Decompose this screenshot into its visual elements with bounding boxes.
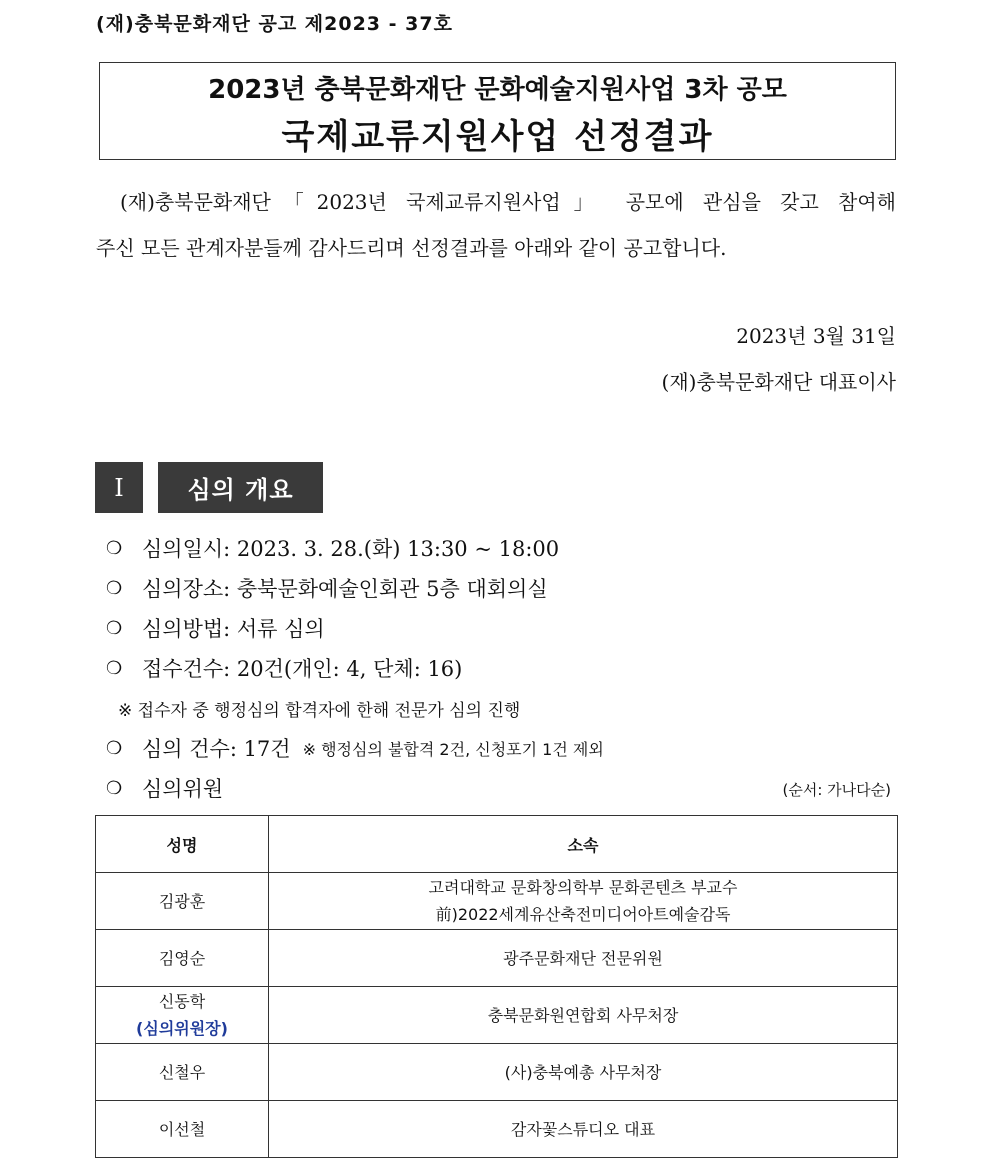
- overview-item-text: 심의일시: 2023. 3. 28.(화) 13:30 ~ 18:00: [142, 537, 560, 561]
- overview-item-applications: [106, 653, 462, 683]
- order-note: (순서: 가나다순): [782, 781, 891, 799]
- table-row: [96, 873, 898, 930]
- member-affiliation: 광주문화재단 전문위원: [269, 930, 898, 987]
- overview-item-text: 심의방법: 서류 심의: [142, 617, 325, 641]
- overview-item-review-count: [106, 733, 604, 763]
- column-header-name: 성명: [96, 816, 269, 873]
- overview-item-method: [106, 613, 325, 643]
- circle-bullet-icon: ❍: [106, 577, 123, 599]
- affiliation-line: 前)2022세계유산축전미디어아트예술감독: [435, 905, 731, 924]
- member-name: 김영순: [96, 930, 269, 987]
- issuer-signature: (재)충북문화재단 대표이사: [661, 370, 896, 394]
- section-number-badge: Ⅰ: [95, 462, 143, 513]
- circle-bullet-icon: ❍: [106, 777, 123, 799]
- member-affiliation: 감자꽃스튜디오 대표: [269, 1101, 898, 1158]
- member-affiliation: 충북문화원연합회 사무처장: [269, 987, 898, 1044]
- overview-item-place: [106, 573, 548, 603]
- intro-line-1: (재)충북문화재단「2023년 국제교류지원사업」 공모에 관심을 갖고 참여해: [120, 190, 896, 214]
- committee-label: 심의위원: [142, 777, 224, 801]
- circle-bullet-icon: ❍: [106, 737, 123, 759]
- member-name: [96, 987, 269, 1044]
- overview-item-text: 접수건수: 20건(개인: 4, 단체: 16): [142, 657, 463, 681]
- review-count-note: ※ 행정심의 불합격 2건, 신청포기 1건 제외: [302, 739, 604, 759]
- table-row: [96, 930, 898, 987]
- circle-bullet-icon: ❍: [106, 617, 123, 639]
- overview-item-committee: [106, 773, 223, 803]
- committee-table: [95, 815, 898, 1158]
- member-name-text: 신동학: [158, 992, 206, 1011]
- member-name: 신철우: [96, 1044, 269, 1101]
- column-header-affiliation: 소속: [269, 816, 898, 873]
- screening-note: ※ 접수자 중 행정심의 합격자에 한해 전문가 심의 진행: [118, 701, 521, 721]
- review-count-text: 심의 건수: 17건: [142, 737, 291, 761]
- table-row: [96, 987, 898, 1044]
- intro-line-2: 주신 모든 관계자분들께 감사드리며 선정결과를 아래와 같이 공고합니다.: [96, 236, 727, 260]
- circle-bullet-icon: ❍: [106, 537, 123, 559]
- affiliation-line: 고려대학교 문화창의학부 문화콘텐츠 부교수: [428, 878, 738, 897]
- issue-date: 2023년 3월 31일: [736, 324, 896, 348]
- member-name-text: 김광훈: [158, 891, 206, 911]
- circle-bullet-icon: ❍: [106, 657, 123, 679]
- member-affiliation: (사)충북예총 사무처장: [269, 1044, 898, 1101]
- title-subtitle: 2023년 충북문화재단 문화예술지원사업 3차 공모: [208, 75, 787, 105]
- section-title: 심의 개요: [158, 462, 323, 513]
- overview-item-text: 심의장소: 충북문화예술인회관 5층 대회의실: [142, 577, 548, 601]
- notice-number: (재)충북문화재단 공고 제2023 - 37호: [96, 13, 453, 35]
- table-row: [96, 1101, 898, 1158]
- page-title: 국제교류지원사업 선정결과: [281, 117, 714, 157]
- table-header-row: [96, 816, 898, 873]
- title-box: [99, 62, 896, 160]
- member-name: [96, 873, 269, 930]
- overview-item-date: [106, 533, 559, 563]
- table-row: [96, 1044, 898, 1101]
- member-name: 이선철: [96, 1101, 269, 1158]
- chair-tag: (심의위원장): [136, 1019, 228, 1038]
- member-affiliation: [269, 873, 898, 930]
